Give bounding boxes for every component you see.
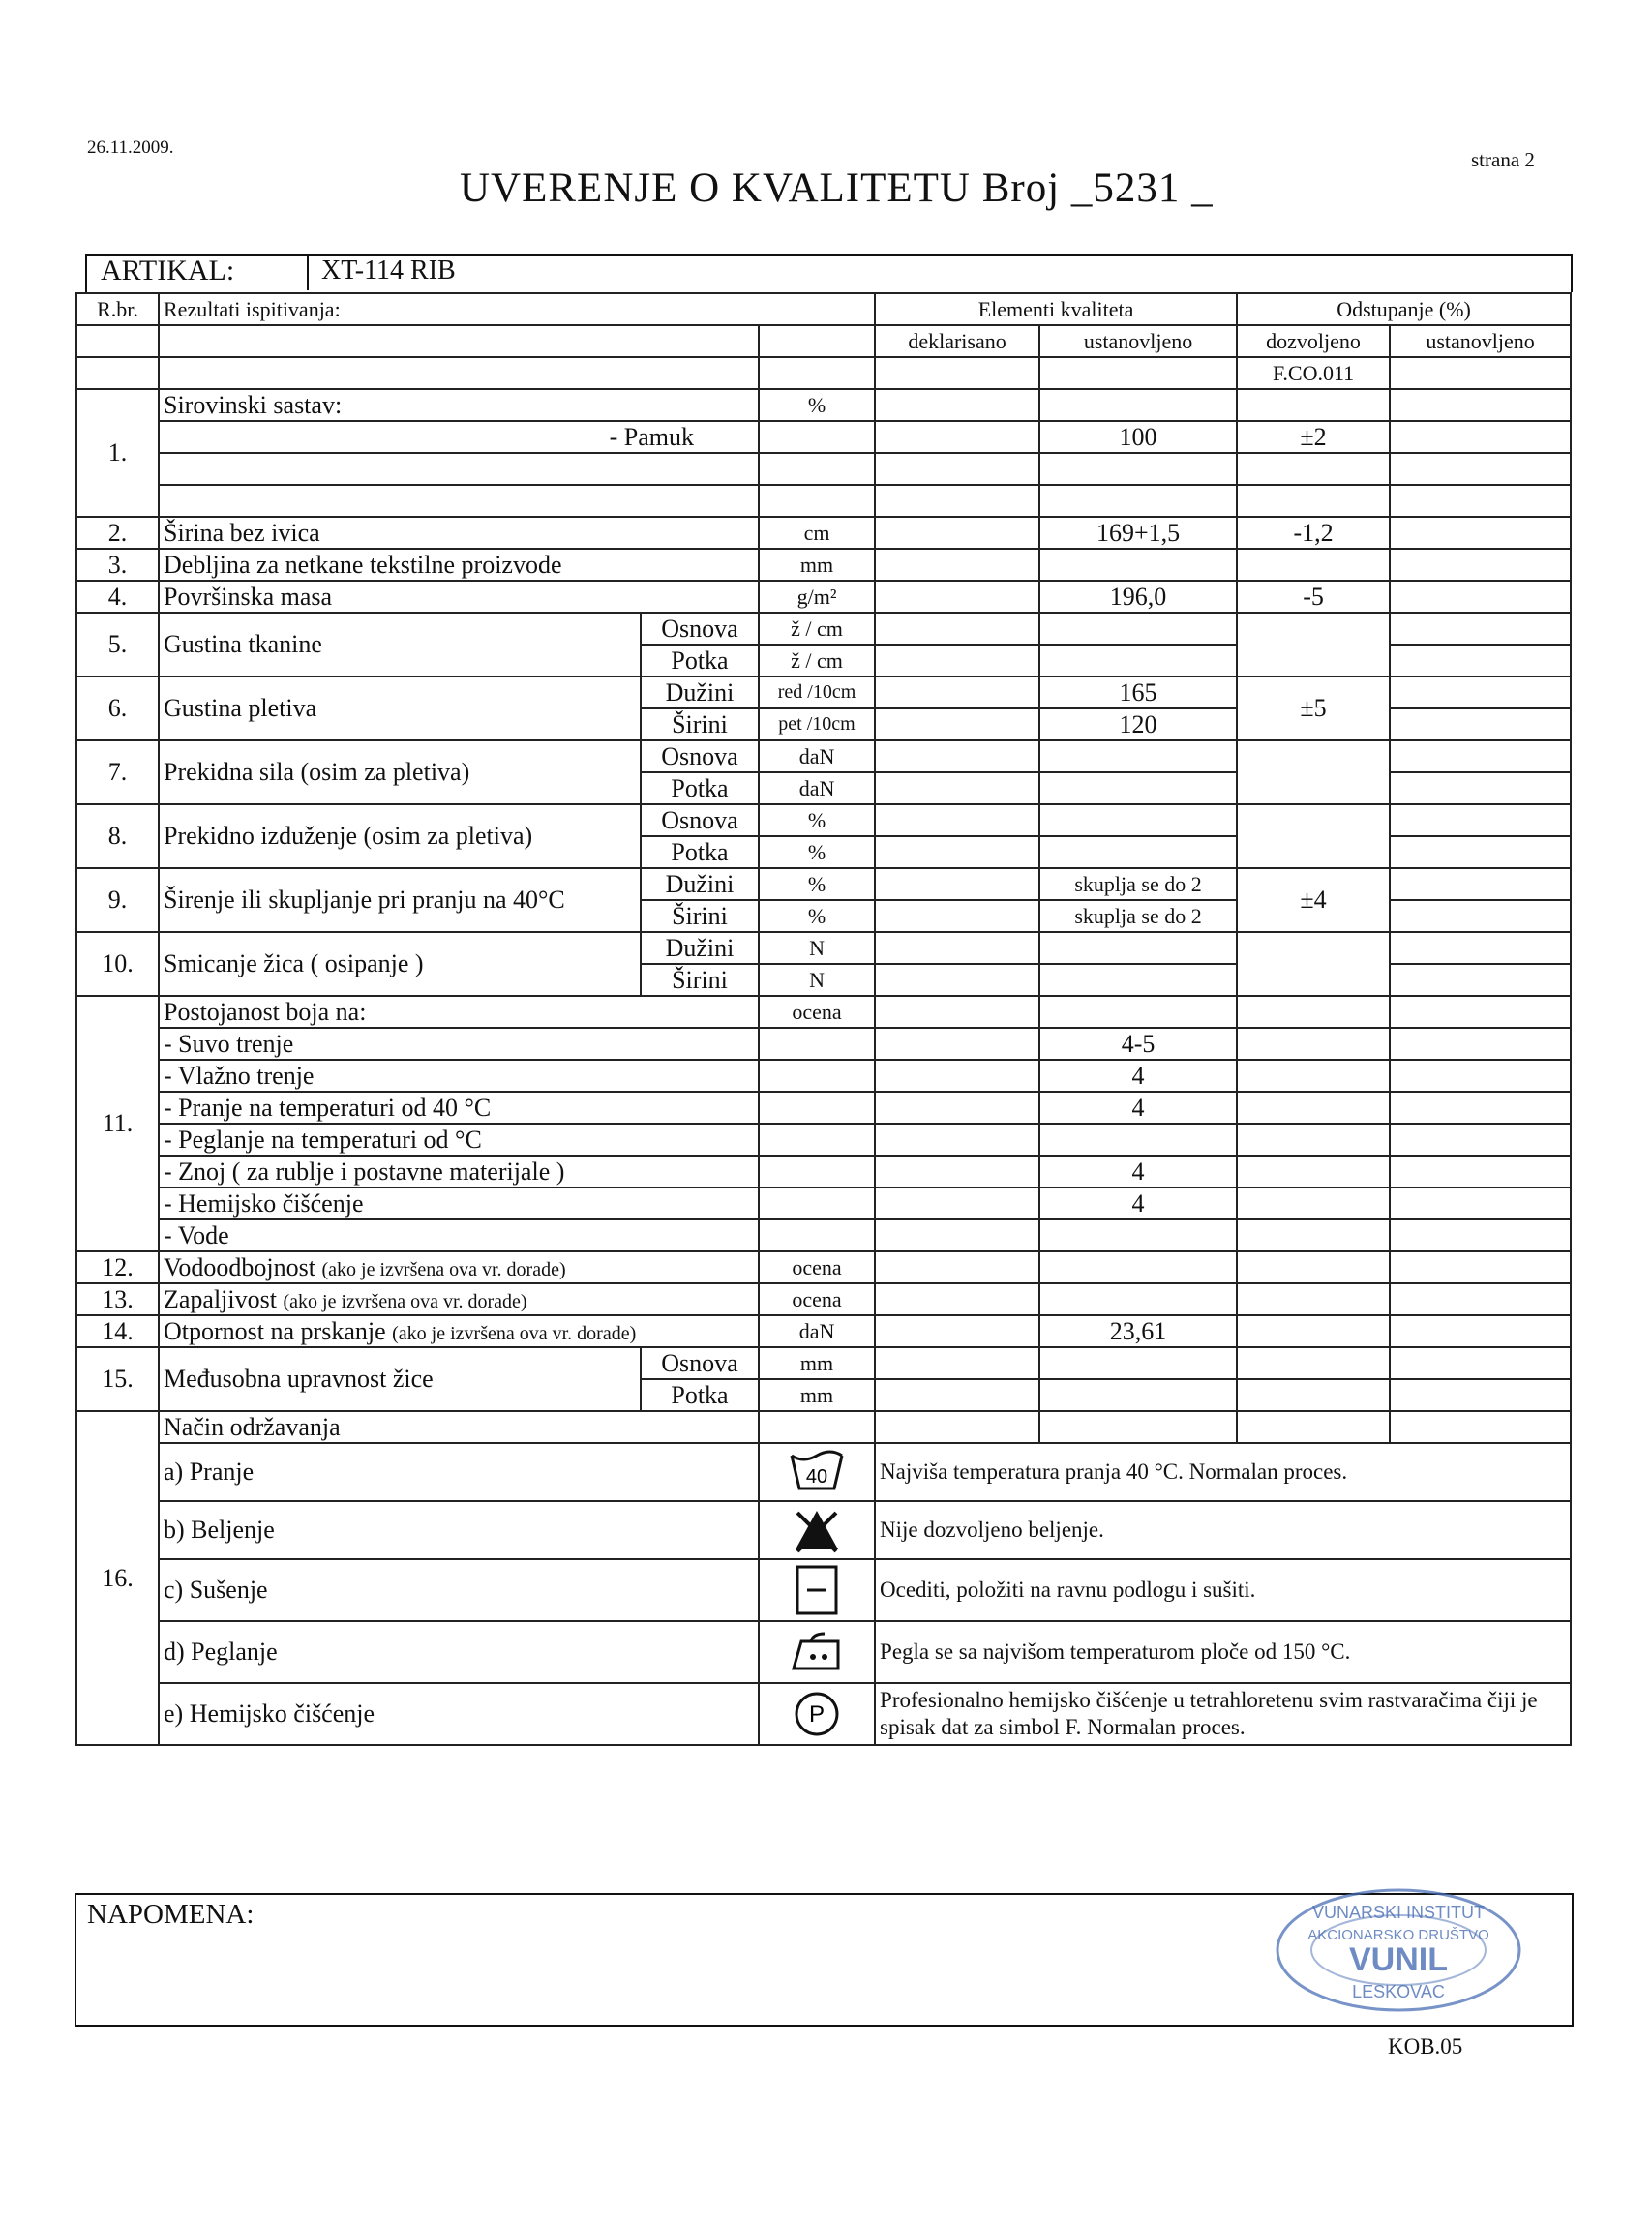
document-date: 26.11.2009. [87,137,174,158]
row-label: Površinska masa [159,581,759,613]
care-label: c) Sušenje [159,1559,759,1621]
row-unit: daN [759,740,875,772]
header-rbr: R.br. [76,293,159,325]
row-number: 4. [76,581,159,613]
row-sub-label: Osnova [641,804,759,836]
row-sub-label: Potka [641,836,759,868]
note-label: NAPOMENA: [87,1899,255,1930]
care-description: Ocediti, položiti na ravnu podlogu i sušiti. [875,1559,1571,1621]
row-label-text: Vodoodbojnost [164,1252,315,1281]
row-allowed: -1,2 [1237,517,1390,549]
row-unit: % [759,836,875,868]
header-deviation: Odstupanje (%) [1237,293,1571,325]
row-label-text: Otpornost na prskanje [164,1316,386,1345]
row-label: Smicanje žica ( osipanje ) [159,932,641,996]
row-sub-label: Osnova [641,613,759,645]
row-unit: ž / cm [759,645,875,677]
row-number: 12. [76,1251,159,1283]
row-sub-label: Širini [641,708,759,740]
artikal-label: ARTIKAL: [101,255,235,286]
row-number: 13. [76,1283,159,1315]
row-sub-label: Potka [641,1379,759,1411]
row-unit: % [759,868,875,900]
svg-text:40: 40 [805,1466,828,1488]
no-bleach-icon [792,1507,842,1553]
colorfastness-value: 4-5 [1039,1028,1237,1060]
row-unit: ocena [759,996,875,1028]
row-number: 3. [76,549,159,581]
row-established: 165 [1039,677,1237,708]
header-declared: deklarisano [875,325,1039,357]
row-label: Međusobna upravnost žice [159,1347,641,1411]
colorfastness-item: - Hemijsko čišćenje [159,1188,759,1219]
row-note: (ako je izvršena ova vr. dorade) [283,1290,527,1312]
colorfastness-value: 4 [1039,1092,1237,1124]
row-unit: ž / cm [759,613,875,645]
row-number: 1. [76,389,159,517]
row-label: Debljina za netkane tekstilne proizvode [159,549,759,581]
care-description: Profesionalno hemijsko čišćenje u tetrahloretenu svim rastvaračima čiji je spisak dat za simbol F. Normalan proces. [875,1683,1571,1745]
quality-table [75,292,1572,1746]
svg-text:AKCIONARSKO DRUŠTVO: AKCIONARSKO DRUŠTVO [1307,1927,1489,1943]
colorfastness-item: - Vode [159,1219,759,1251]
row-unit: ocena [759,1283,875,1315]
row-established: 120 [1039,708,1237,740]
row-number: 11. [76,996,159,1251]
row-label: Gustina pletiva [159,677,641,740]
row-sub-label: - Pamuk [159,421,759,453]
row-established: skuplja se do 2 [1039,868,1237,900]
wash-40-icon [788,1450,846,1494]
artikal-divider [307,254,309,290]
svg-text:LESKOVAC: LESKOVAC [1352,1982,1445,2001]
row-sub-label: Osnova [641,1347,759,1379]
form-code: KOB.05 [1388,2034,1463,2059]
care-icon-cell [759,1559,875,1621]
colorfastness-item: - Pranje na temperaturi od 40 °C [159,1092,759,1124]
dry-clean-p-icon [793,1690,841,1738]
row-sub-label: Osnova [641,740,759,772]
row-unit: daN [759,1315,875,1347]
row-unit: mm [759,1379,875,1411]
care-label: e) Hemijsko čišćenje [159,1683,759,1745]
row-sub-label: Širini [641,964,759,996]
company-stamp [1258,1878,1539,2023]
row-unit: mm [759,549,875,581]
row-established: 196,0 [1039,581,1237,613]
colorfastness-value [1039,1219,1237,1251]
row-note: (ako je izvršena ova vr. dorade) [321,1258,566,1280]
colorfastness-value [1039,1124,1237,1156]
care-description: Nije dozvoljeno beljenje. [875,1501,1571,1559]
row-sub-label: Dužini [641,932,759,964]
row-label [159,1315,759,1347]
header-established: ustanovljeno [1039,325,1237,357]
colorfastness-item: - Peglanje na temperaturi od °C [159,1124,759,1156]
row-number: 10. [76,932,159,996]
row-label: Način održavanja [159,1411,759,1443]
row-established: 169+1,5 [1039,517,1237,549]
row-note: (ako je izvršena ova vr. dorade) [392,1322,637,1344]
row-number: 14. [76,1315,159,1347]
svg-text:VUNARSKI INSTITUT: VUNARSKI INSTITUT [1311,1903,1486,1922]
iron-two-dots-icon [790,1630,844,1674]
row-label: Širina bez ivica [159,517,759,549]
row-unit: red /10cm [759,677,875,708]
row-unit: mm [759,1347,875,1379]
care-label: b) Beljenje [159,1501,759,1559]
row-number: 7. [76,740,159,804]
colorfastness-item: - Vlažno trenje [159,1060,759,1092]
row-unit: g/m² [759,581,875,613]
row-established: 100 [1039,421,1237,453]
svg-text:P: P [809,1701,826,1728]
row-unit: N [759,964,875,996]
row-unit: % [759,389,875,421]
row-sub-label: Potka [641,645,759,677]
colorfastness-item: - Znoj ( za rublje i postavne materijale ) [159,1156,759,1188]
row-label: Prekidno izduženje (osim za pletiva) [159,804,641,868]
care-label: a) Pranje [159,1443,759,1501]
header-established-deviation: ustanovljeno [1390,325,1571,357]
row-number: 15. [76,1347,159,1411]
row-allowed: -5 [1237,581,1390,613]
care-icon-cell [759,1501,875,1559]
colorfastness-item: - Suvo trenje [159,1028,759,1060]
care-description: Najviša temperatura pranja 40 °C. Normalan proces. [875,1443,1571,1501]
document-title: UVERENJE O KVALITETU Broj _5231 _ [460,165,1214,211]
row-unit: % [759,804,875,836]
row-number: 16. [76,1411,159,1745]
care-description: Pegla se sa najvišom temperaturom ploče od 150 °C. [875,1621,1571,1683]
row-allowed: ±4 [1237,868,1390,932]
row-label [159,1283,759,1315]
header-allowed: dozvoljeno [1237,325,1390,357]
row-number: 6. [76,677,159,740]
row-label-text: Zapaljivost [164,1284,277,1313]
header-elements: Elementi kvaliteta [875,293,1237,325]
row-number: 5. [76,613,159,677]
row-label [159,1251,759,1283]
colorfastness-value: 4 [1039,1156,1237,1188]
row-unit: % [759,900,875,932]
row-unit: N [759,932,875,964]
row-unit: cm [759,517,875,549]
care-icon-cell [759,1683,875,1745]
row-unit: pet /10cm [759,708,875,740]
care-icon-cell [759,1621,875,1683]
row-label: Postojanost boja na: [159,996,759,1028]
row-unit: daN [759,772,875,804]
row-sub-label: Dužini [641,677,759,708]
row-label: Sirovinski sastav: [159,389,759,421]
row-number: 8. [76,804,159,868]
row-sub-label: Potka [641,772,759,804]
row-unit: ocena [759,1251,875,1283]
row-label: Gustina tkanine [159,613,641,677]
header-fco: F.CO.011 [1237,357,1390,389]
colorfastness-value: 4 [1039,1188,1237,1219]
row-allowed: ±2 [1237,421,1390,453]
flat-dry-icon [794,1564,840,1616]
row-sub-label: Širini [641,900,759,932]
row-allowed: ±5 [1237,677,1390,740]
care-icon-cell [759,1443,875,1501]
row-number: 2. [76,517,159,549]
row-label: Širenje ili skupljanje pri pranju na 40°C [159,868,641,932]
row-established: skuplja se do 2 [1039,900,1237,932]
row-label: Prekidna sila (osim za pletiva) [159,740,641,804]
row-sub-label: Dužini [641,868,759,900]
page-number: strana 2 [1471,148,1535,171]
svg-text:VUNIL: VUNIL [1349,1941,1448,1978]
artikal-value: XT-114 RIB [321,256,456,286]
row-number: 9. [76,868,159,932]
colorfastness-value: 4 [1039,1060,1237,1092]
header-results: Rezultati ispitivanja: [159,293,875,325]
care-label: d) Peglanje [159,1621,759,1683]
row-established: 23,61 [1039,1315,1237,1347]
